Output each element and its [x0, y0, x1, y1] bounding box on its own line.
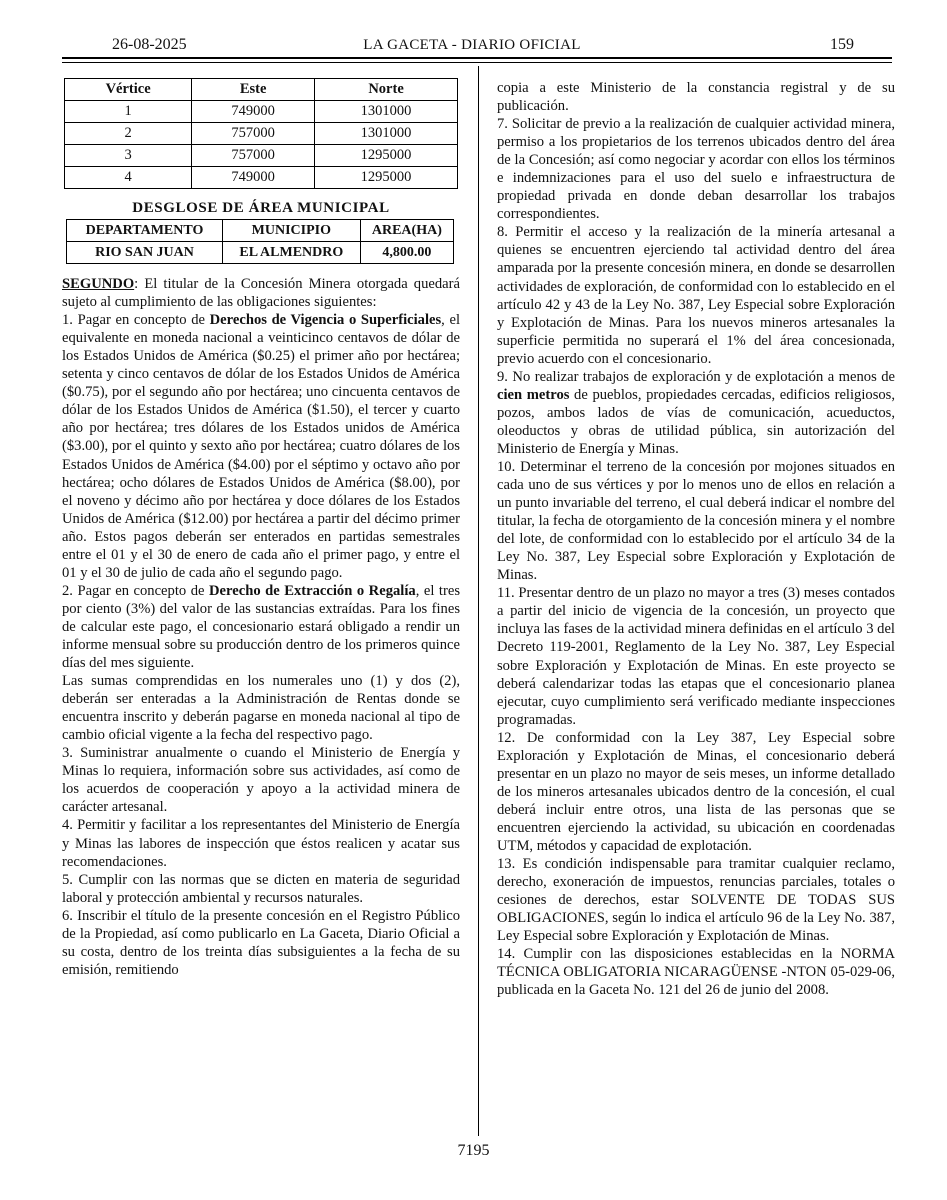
- col-header-municipio: MUNICIPIO: [222, 220, 360, 242]
- obligation-1-bold: Derechos de Vigencia o Superficiales: [209, 312, 442, 329]
- area-table: [66, 219, 454, 264]
- obligation-9-bold: cien metros: [497, 386, 570, 403]
- right-column: [497, 79, 895, 999]
- table-cell: EL ALMENDRO: [222, 242, 360, 264]
- publication-title: LA GACETA - DIARIO OFICIAL: [363, 37, 581, 53]
- obligation-9: [497, 368, 895, 458]
- obligation-2-bold: Derecho de Extracción o Regalía: [209, 582, 416, 599]
- page-number: 159: [830, 36, 854, 53]
- obligation-10: 10. Determinar el terreno de la concesión por mojones situados en cada uno de sus vértices y por lo menos uno de ellos en relación a un punto invariable del terreno, el cual deberá indicar el nombre del titular, la fecha de otorgamiento de la concesión minera y el nombre del lote, de conformidad con lo establecido por el artículo 34 de la Ley No. 387, Ley Especial sobre Exploración y Explotación de Minas.: [497, 458, 895, 584]
- table-header-row: [65, 79, 458, 101]
- table-cell: 1301000: [315, 101, 458, 123]
- obligation-1-text: , el equivalente en moneda nacional a veinticinco centavos de dólar de los Estados Unidos de América ($0.25) el primer año por hectárea; setenta y cinco centavos de dólar de los Estados Unidos de América ($0.75), por el segundo año por hectárea; uno cincuenta centavos de dólar de los Estados Unidos de América ($1.50), el tercer y cuarto año por hectárea; tres dólares de los Estados unidos de América ($3.00), por el quinto y sexto año por hectárea; cuatro dólares de los Estados Unidos de América ($4.00) por el séptimo y octavo año por hectárea; ocho dólares de Estados Unidos de América ($8.00), por el noveno y décimo año por hectárea y doce dólares de los Estados Unidos de América ($12.00) por hectárea a partir del décimo primer año. Estos pagos deberán ser enterados en partidas semestrales entre el 01 y el 30 de enero de cada año el primer pago, y entre el 01 y el 30 de julio de cada año el segundo pago.: [62, 312, 460, 581]
- col-header-norte: Norte: [315, 79, 458, 101]
- area-section-title: DESGLOSE DE ÁREA MUNICIPAL: [132, 200, 390, 216]
- obligation-9-text: de pueblos, propiedades cercadas, edificios religiosos, pozos, ambos lados de vías de comunicación, acueductos, oleoductos y obras de utilidad pública, sin autorización del Ministerio de Energía y Minas.: [497, 386, 895, 457]
- obligation-3: 3. Suministrar anualmente o cuando el Ministerio de Energía y Minas lo requiera, información sobre sus actividades, así como de los acuerdos de cooperación y apoyo a la actividad minera de carácter artesanal.: [62, 745, 460, 816]
- obligation-2-note: Las sumas comprendidas en los numerales uno (1) y dos (2), deberán ser enteradas a la Administración de Rentas donde se encuentra inscrito y deberán pagarse en moneda nacional al tipo de cambio oficial vigente a la fecha del respectivo pago.: [62, 673, 460, 744]
- vertex-table: [64, 78, 458, 189]
- obligation-1: [62, 311, 460, 582]
- col-header-este: Este: [192, 79, 315, 101]
- table-cell: 1295000: [315, 167, 458, 189]
- table-cell: 757000: [192, 123, 315, 145]
- header-rule-thick: [62, 57, 892, 59]
- table-cell: 749000: [192, 167, 315, 189]
- table-row: [65, 167, 458, 189]
- table-cell: 1295000: [315, 145, 458, 167]
- obligation-8: 8. Permitir el acceso y la realización de la minería artesanal a quienes se encuentren ejerciendo tal actividad dentro del área amparada por la presente concesión minera, en donde se desarrollen actividades de exploración, de conformidad con lo establecido en el artículo 42 y 43 de la Ley No. 387, Ley Especial sobre Exploración y Explotación de Minas. Para los nuevos mineros artesanales la superficie permitida no superará el 1% del área concesionada, previo acuerdo con el concesionario.: [497, 224, 895, 367]
- header-rule-thin: [62, 62, 892, 63]
- segundo-text: : El titular de la Concesión Minera otorgada quedará sujeto al cumplimiento de las obligaciones siguientes:: [62, 276, 460, 311]
- segundo-label: SEGUNDO: [62, 276, 135, 293]
- left-column: [62, 78, 460, 979]
- obligation-14: 14. Cumplir con las disposiciones establecidas en la NORMA TÉCNICA OBLIGATORIA NICARAGÜENSE -NTON 05-029-06, publicada en la Gaceta No. 121 del 26 de junio del 2008.: [497, 946, 895, 999]
- obligation-2-lead: 2. Pagar en concepto de: [62, 582, 210, 599]
- table-row: [67, 242, 454, 264]
- obligation-12: 12. De conformidad con la Ley 387, Ley Especial sobre Exploración y Explotación de Minas, el concesionario deberá presentar en un plazo no mayor de seis meses, un informe detallado de los mineros artesanales ubicados dentro de la concesión, el cual deberá incluir entre otros, una lista de las personas que se encuentren ejerciendo la actividad, su ubicación en coordenadas UTM, métodos y capacidad de explotación.: [497, 729, 895, 854]
- obligation-6-cont: copia a este Ministerio de la constancia registral y de su publicación.: [497, 80, 895, 115]
- obligation-1-lead: 1. Pagar en concepto de: [62, 312, 210, 329]
- table-cell: 1301000: [315, 123, 458, 145]
- table-row: [65, 123, 458, 145]
- col-header-area: AREA(HA): [360, 220, 453, 242]
- table-cell: 4: [65, 167, 192, 189]
- obligation-6: 6. Inscribir el título de la presente concesión en el Registro Público de la Propiedad, así como publicarlo en La Gaceta, Diario Oficial a su costa, dentro de los treinta días subsiguientes a la fecha de su emisión, remitiendo: [62, 907, 460, 978]
- table-cell: 749000: [192, 101, 315, 123]
- obligation-7: 7. Solicitar de previo a la realización de cualquier actividad minera, permiso a los propietarios de los terrenos ubicados dentro del área de la Concesión; así como negociar y acordar con ellos los términos e indemnizaciones para el uso del suelo e infraestructura de propiedad privada en donde deban desarrollar los trabajos correspondientes.: [497, 116, 895, 223]
- table-row: [65, 101, 458, 123]
- obligation-11: 11. Presentar dentro de un plazo no mayor a tres (3) meses contados a partir del inicio de vigencia de la concesión, un proyecto que incluya las fases de la actividad minera definidas en el artículo 3 del Decreto 119-2001, Reglamento de la Ley No. 387, Ley Especial sobre Exploración y Explotación de Minas. En este proyecto se deberá calendarizar todas las etapas que el concesionario planea ejecutar, cuyo cumplimiento será verificado mediante inspecciones programadas.: [497, 585, 895, 728]
- table-cell: 757000: [192, 145, 315, 167]
- table-cell: 1: [65, 101, 192, 123]
- page-header: [62, 36, 882, 54]
- table-row: [65, 145, 458, 167]
- table-cell: RIO SAN JUAN: [67, 242, 223, 264]
- table-cell: 4,800.00: [360, 242, 453, 264]
- table-cell: 3: [65, 145, 192, 167]
- obligation-13: 13. Es condición indispensable para tramitar cualquier reclamo, derecho, exoneración de impuestos, renuncias parciales, totales o cesiones de derechos, estar SOLVENTE DE TODAS SUS OBLIGACIONES, según lo indica el artículo 96 de la Ley No. 387, Ley Especial sobre Exploración y Explotación de Minas.: [497, 856, 895, 945]
- col-header-vertice: Vértice: [65, 79, 192, 101]
- obligation-2: [62, 582, 460, 672]
- obligation-5: 5. Cumplir con las normas que se dicten en materia de seguridad laboral y protección ambiental y recursos naturales.: [62, 871, 460, 906]
- col-header-departamento: DEPARTAMENTO: [67, 220, 223, 242]
- table-header-row: [67, 220, 454, 242]
- segundo-paragraph: [62, 275, 460, 311]
- obligation-4: 4. Permitir y facilitar a los representantes del Ministerio de Energía y Minas las labores de inspección que éstos realicen y acatar sus recomendaciones.: [62, 817, 460, 870]
- table-cell: 2: [65, 123, 192, 145]
- obligation-2-text: , el tres por ciento (3%) del valor de las sustancias extraídas. Para los fines de calcular este pago, el concesionario estará obligado a rendir un informe mensual sobre su producción dentro de los primeros quince días del mes siguiente.: [62, 582, 460, 672]
- column-divider: [478, 66, 479, 1136]
- obligation-9-lead: 9. No realizar trabajos de exploración y de explotación a menos de: [497, 368, 895, 385]
- footer-number: 7195: [457, 1142, 490, 1159]
- issue-date: 26-08-2025: [112, 36, 187, 53]
